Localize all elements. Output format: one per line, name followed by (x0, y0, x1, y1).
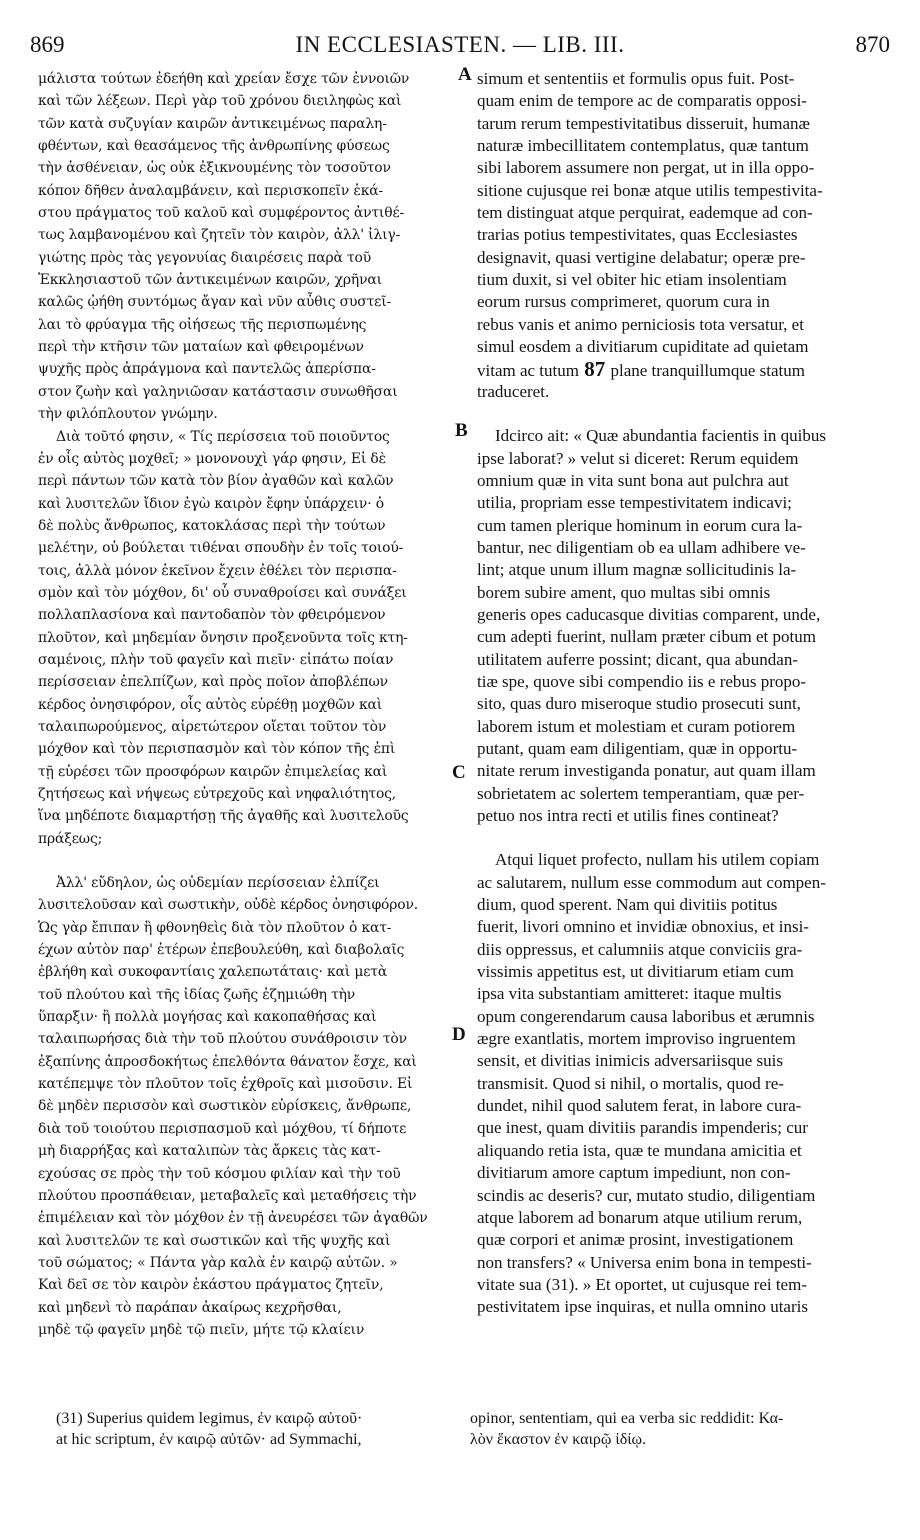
latin-text-line: cum tamen plerique hominum in eorum cura la- (477, 515, 803, 535)
greek-text-line: κατέπεμψε τὸν πλοῦτον τοῖς ἐχθροῖς καὶ μισοῦσιν. Εἰ (38, 1076, 413, 1093)
greek-text-line: Ὡς γὰρ ἔπιπαν ἢ φθονηθεὶς διὰ τὸν πλοῦτον ὁ κατ- (38, 919, 392, 936)
latin-text-line: atque laborem ad bonarum atque utilium rerum, (477, 1207, 803, 1227)
page-number-left: 869 (30, 32, 65, 57)
greek-text-line: μηδὲ τῷ φαγεῖν μηδὲ τῷ πιεῖν, μήτε τῷ κλαίειν (38, 1321, 365, 1338)
running-title: IN ECCLESIASTEN. — LIB. III. (295, 32, 625, 57)
greek-text-line: σαμένοις, πλὴν τοῦ φαγεῖν καὶ πιεῖν· εἰπάτω ποίαν (38, 651, 394, 668)
latin-text-line: trarias potius tempestivitates, quas Ecclesiastes (477, 225, 798, 245)
latin-text-line: sitione cujusque rei bonæ atque utilis tempestivita- (477, 180, 823, 200)
latin-text-line: nitate rerum investiganda ponatur, aut quam illam (477, 761, 816, 781)
latin-text-line: bantur, nec diligentiam ob ea ullam adhibere ve- (477, 537, 806, 557)
greek-text-line: μάλιστα τούτων ἐδεήθη καὶ χρείαν ἔσχε τῶν ἐννοιῶν (38, 71, 410, 87)
greek-text-line: εχούσας σε πρὸς τὴν τοῦ κόσμου φιλίαν καὶ τὴν τοῦ (38, 1165, 401, 1182)
greek-text-line: καλῶς ᾠήθη συντόμως ἄγαν καὶ νῦν αὖθις συστεῖ- (38, 294, 392, 311)
greek-text-line: λυσιτελοῦσαν καὶ σωστικὴν, οὐδὲ κέρδος ὀνησιφόρον. (38, 897, 419, 914)
latin-text-line: utilia, propriam esse tempestivitatem indicavi; (477, 493, 792, 513)
latin-text-line: sobrietatem ac solertem temperantiam, quæ per- (477, 783, 805, 803)
greek-text-line: ταλαιπωρήσας διὰ τὴν τοῦ πλούτου συνάθροισιν τὸν (38, 1031, 407, 1048)
latin-text-line: quæ corpori et animæ prosint, investigationem (477, 1230, 794, 1250)
latin-text-line: cum adepti fuerint, nullam præter cibum et potum (477, 627, 816, 647)
greek-text-line: γιώτης πρὸς τὰς γεγονυίας διαιρέσεις παρὰ τοῦ (38, 249, 371, 266)
latin-text-line: dundet, nihil quod salutem ferat, in labore cura- (477, 1096, 802, 1116)
latin-text-line: non transfers? « Universa enim bona in tempesti- (477, 1252, 812, 1272)
latin-text-line: petuo nos intra recti et utilis fines contineat? (477, 806, 779, 825)
latin-text-line: Idcirco ait: « Quæ abundantia facientis in quibus (495, 426, 826, 446)
latin-text-line: traduceret. (477, 381, 550, 401)
greek-text-line: τὴν ἀσθένειαν, ὡς οὐκ ἐξικνουμένης τὸν τοσοῦτον (38, 160, 391, 177)
page-header (30, 32, 890, 66)
latin-text-line: ipsa vita substantiam amitteret: itaque multis (477, 984, 782, 1004)
latin-text-line: sensit, et divitias inimicis adversariisque suis (477, 1051, 783, 1071)
greek-text-line: στου πράγματος τοῦ καλοῦ καὶ συμφέροντος ἀντιθέ- (38, 205, 405, 222)
latin-text-line: borem subire ament, quo multas sibi omnis (477, 582, 771, 602)
footnote-right (470, 1408, 885, 1450)
greek-text-line: ζητήσεως καὶ νήψεως εὐτρεχοῦς καὶ νηφαλιότητος, (38, 786, 397, 802)
greek-text-line: τως λαμβανομένου καὶ ζητεῖν τὸν καιρὸν, ἀλλ' ἰλιγ- (38, 227, 401, 244)
greek-text-line: τοις, ἀλλὰ μόνον ἐκεῖνον ἔχειν ἐθέλει τὸν περισπα- (38, 562, 397, 579)
greek-text-line: περὶ πάντων τῶν κατὰ τὸν βίον ἀγαθῶν καὶ καλῶν (38, 473, 394, 490)
latin-text-line: dium, quod sperent. Nam qui divitiis potitus (477, 895, 778, 915)
greek-text-line: κόπον δῆθεν ἀναλαμβάνειν, καὶ περισκοπεῖν ἑκά- (38, 182, 384, 199)
margin-marker-d: D (452, 1024, 466, 1045)
latin-text-line: que inest, quam divitiis parandis impenderis; cur (477, 1118, 808, 1138)
footnote-line: λὸν ἕκαστον ἐν καιρῷ ἰδίῳ. (470, 1431, 647, 1448)
greek-text-line: τὴν φιλόπλουτον γνώμην. (38, 406, 218, 423)
greek-text-line: ἐβλήθη καὶ συκοφαντίαις χαλεπωτάταις· καὶ μετὰ (38, 964, 388, 981)
latin-text-line: ipse laborat? » velut si diceret: Rerum equidem (477, 448, 799, 468)
latin-text-line: designavit, quasi vertigine delabatur; operæ pre- (477, 247, 806, 267)
latin-text-line: scindis ac deseris? cur, mutato studio, diligentiam (477, 1185, 816, 1205)
footnote-left (56, 1408, 456, 1450)
latin-text-line: vitate sua (31). » Et oportet, ut cujusque rei tem- (477, 1274, 807, 1294)
latin-text-line: diis oppressus, et calumniis atque conviciis gra- (477, 939, 803, 959)
latin-text-line: quam enim de tempore ac de comparatis opposi- (477, 91, 807, 111)
latin-text-line: naturæ imbecillitatem contemplatus, quæ tantum (477, 136, 809, 156)
greek-text-line: τοῦ σώματος; « Πάντα γὰρ καλὰ ἐν καιρῷ αὐτῶν. » (38, 1254, 398, 1271)
latin-text-line: tium duxit, si vel obiter hic etiam insolentiam (477, 270, 787, 290)
latin-text-line: laborem istum et molestiam et curam potiorem (477, 716, 796, 736)
footnote-line: at hic scriptum, ἐν καιρῷ αὐτῶν· ad Symmachi, (56, 1431, 362, 1448)
greek-text-line: περὶ τὴν κτῆσιν τῶν ματαίων καὶ φθειρομένων (38, 339, 364, 356)
greek-text-line: δὲ πολὺς ἄνθρωπος, κατοκλάσας περὶ τὴν τούτων (38, 517, 386, 534)
latin-text-line: generis opes caducasque divitias comparent, unde, (477, 604, 821, 624)
margin-marker-b: B (455, 420, 468, 441)
latin-text-line: sito, quas duro miseroque studio prosecuti sunt, (477, 694, 801, 714)
greek-text-line: πλούτου προσπάθειαν, μεταβαλεῖς καὶ μεταθήσεις τὴν (38, 1187, 417, 1204)
greek-text-line: Καὶ δεῖ σε τὸν καιρὸν ἑκάστου πράγματος ζητεῖν, (38, 1277, 384, 1294)
greek-text-line: καὶ λυσιτελῶν ἴδιον ἐγὼ καιρὸν ἔφην ὑπάρχειν· ὁ (38, 495, 384, 512)
latin-text-fragment: plane tranquillumque statum (610, 361, 805, 381)
latin-text-line: omnium quæ in vita sunt bona aut pulchra aut (477, 470, 789, 490)
greek-text-line: ὕπαρξιν· ἢ πολλὰ μογήσας καὶ κακοπαθήσας καὶ (38, 1009, 377, 1026)
latin-text-line: lint; atque unum illum magnæ sollicitudinis la- (477, 560, 797, 580)
greek-text-line: Ἐκκλησιαστοῦ τῶν ἀντικειμένων καιρῶν, χρῆναι (38, 272, 382, 289)
greek-text-line: στον ζωὴν καὶ γαληνιῶσαν κατάστασιν συνωθῆσαι (38, 383, 398, 400)
latin-text-line: fuerit, livori omnino et invidiæ obnoxius, et insi- (477, 917, 809, 937)
greek-text-line: καὶ λυσιτελῶν τε καὶ σωστικῶν καὶ τῆς ψυχῆς καὶ (38, 1232, 391, 1249)
latin-text-line: utilitatem auferre possint; dicant, qua abundan- (477, 649, 799, 669)
latin-text-line: divitiarum amore captum impediunt, non con- (477, 1163, 791, 1183)
latin-text-line: ægre exantlatis, mortem improviso ingruentem (477, 1029, 796, 1049)
greek-text-line: τοῦ πλούτου καὶ τῆς ἰδίας ζωῆς ἐζημιώθη τὴν (38, 986, 356, 1003)
column-number-inline: 87 (578, 358, 611, 381)
greek-text-line: ταλαιπωρούμενος, αἱρετώτερον οἴεται τοῦτον τὸν (38, 718, 387, 735)
greek-text-line: πολλαπλασίονα καὶ παντοδαπὸν τὸν φθειρόμενον (38, 607, 386, 624)
margin-marker-c: C (452, 762, 466, 783)
latin-text-column (477, 68, 883, 1319)
latin-text-line: eorum rursus comprimeret, quorum cura in (477, 292, 770, 312)
latin-text-line: rebus vanis et animo perniciosis tota versatur, et (477, 314, 804, 334)
latin-text-line: putant, quam eam diligentiam, quæ in opportu- (477, 738, 798, 758)
latin-text-line: tiæ spe, quove sibi compendio iis e rebus propo- (477, 671, 807, 691)
greek-text-line: ἐν οἷς αὐτὸς μοχθεῖ; » μονονουχὶ γάρ φησιν, Εἰ δὲ (38, 450, 386, 467)
latin-text-line: ac salutarem, nullum esse commodum aut compen- (477, 872, 826, 892)
footnote-line: opinor, sententiam, qui ea verba sic reddidit: Κα- (470, 1410, 784, 1427)
greek-text-line: έχων αὐτὸν παρ' ἑτέρων ἐπεβουλεύθη, καὶ διαβολαῖς (38, 942, 405, 959)
greek-text-line: ἵνα μηδέποτε διαμαρτήσῃ τῆς ἀγαθῆς καὶ λυσιτελοῦς (38, 808, 409, 825)
latin-text-line: simul eosdem a divitiarum cupiditate ad quietam (477, 337, 809, 357)
greek-text-line: λαι τὸ φρύαγμα τῆς οἰήσεως τῆς περισπωμένης (38, 316, 367, 333)
latin-text-line: aliquando retia ista, quæ te mundana amicitia et (477, 1140, 802, 1160)
greek-text-line: τῇ εὑρέσει τῶν προσφόρων καιρῶν ἐπιμελείας καὶ (38, 763, 388, 780)
latin-text-line: opum congerendarum causa laboribus et ærumnis (477, 1006, 815, 1026)
latin-text-fragment: vitam ac tutum (477, 361, 579, 381)
latin-text-line: pestivitatem ipse inquiras, et nulla omnino utaris (477, 1297, 808, 1317)
greek-text-line: δὲ μηδὲν περισσὸν καὶ σωστικὸν εὑρίσκεις, ἄνθρωπε, (38, 1098, 412, 1115)
greek-text-line: μόχθον καὶ τὸν περισπασμὸν καὶ τὸν κόπον τῆς ἐπὶ (38, 741, 396, 758)
greek-text-line: περίσσειαν ἐπελπίζων, καὶ πρὸς ποῖον ἀποβλέπων (38, 674, 388, 691)
latin-text-line: Atqui liquet profecto, nullam his utilem copiam (495, 850, 820, 870)
latin-text-line: vissimis appetitus est, ut divitiarum etiam cum (477, 962, 794, 982)
greek-text-line: σμὸν καὶ τὸν μόχθον, δι' οὗ συναθροίσει καὶ συνάξει (38, 584, 407, 601)
footnote-line: (31) Superius quidem legimus, ἐν καιρῷ αὐτοῦ· (56, 1410, 363, 1427)
greek-text-line: φθέντων, καὶ θεασάμενος τῆς ἀνθρωπίνης φύσεως (38, 138, 390, 155)
greek-text-line: κέρδος ὀνησιφόρον, οἷς αὐτὸς εὑρέθῃ μοχθῶν καὶ (38, 696, 383, 713)
greek-text-line: ἐπιμέλειαν καὶ τὸν μόχθον ἐν τῇ ἀνευρέσει τῶν ἀγαθῶν (38, 1210, 428, 1227)
greek-text-line: μὴ διαρρήξας καὶ καταλιπὼν τὰς ἄρκεις τὰς κατ- (38, 1143, 381, 1160)
greek-text-line: τῶν κατὰ συζυγίαν καιρῶν ἀντικειμένως παραλη- (38, 115, 387, 132)
greek-text-line: μελέτην, οὐ βούλεται τιθέναι σπουδὴν ἐν τοῖς τοιού- (38, 540, 404, 557)
latin-text-line: tarum rerum tempestivitatibus disseruit, humanæ (477, 113, 810, 133)
greek-text-line: καὶ μηδενὶ τὸ παράπαν ἀκαίρως κεχρῆσθαι, (38, 1299, 342, 1316)
greek-text-line: Διὰ τοῦτό φησιν, « Τίς περίσσεια τοῦ ποιοῦντος (56, 428, 390, 445)
greek-text-line: πράξεως; (38, 830, 103, 847)
greek-text-line: Ἀλλ' εὔδηλον, ὡς οὐδεμίαν περίσσειαν ἐλπίζει (56, 875, 380, 892)
greek-text-line: καὶ τῶν λέξεων. Περὶ γὰρ τοῦ χρόνου διειληφὼς καὶ (38, 93, 402, 110)
greek-text-line: ψυχῆς πρὸς ἀπράγμονα καὶ παντελῶς ἀπερίσπα- (38, 361, 376, 378)
margin-marker-a: A (458, 64, 472, 85)
greek-text-line: πλοῦτον, καὶ μηδεμίαν ὄνησιν προξενοῦντα τοῖς κτη- (38, 629, 408, 646)
greek-text-line: ἐξαπίνης ἀπροσδοκήτως ἐπελθόντα θάνατον ἔσχε, καὶ (38, 1053, 417, 1070)
latin-text-line: transmisit. Quod si nihil, o mortalis, quod re- (477, 1073, 784, 1093)
page-number-right: 870 (855, 32, 890, 57)
greek-text-column (38, 68, 456, 1341)
latin-text-line: simum et sententiis et formulis opus fuit. Post- (477, 69, 795, 88)
latin-text-line: sibi laborem assumere non pergat, ut in illa oppo- (477, 158, 815, 178)
latin-text-line: tem distinguat atque perquirat, eademque ad con- (477, 203, 813, 223)
greek-text-line: διὰ τοῦ τοιούτου περισπασμοῦ καὶ μόχθου, τί δήποτε (38, 1120, 407, 1137)
latin-text-line (477, 358, 883, 380)
